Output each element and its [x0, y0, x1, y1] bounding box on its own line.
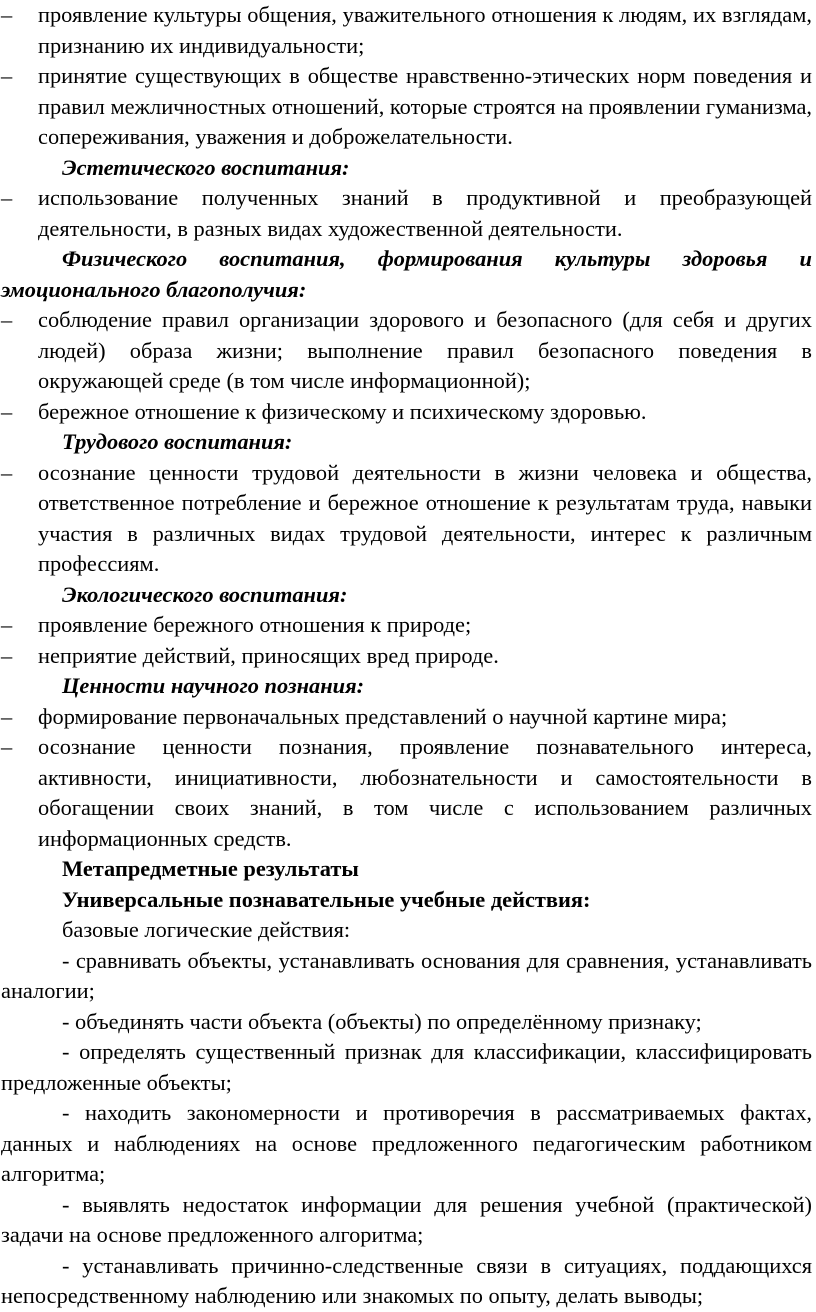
bullet-dash: – [1, 185, 13, 210]
list-item-text: соблюдение правил организации здорового и безопасного (для себя и других людей) образа жизни; выполнение правил безопасного поведения в окружающей среде (в том числе информационной); [38, 307, 812, 393]
paragraph: - выявлять недостаток информации для решения учебной (практической) задачи на основе предложенного алгоритма; [1, 1191, 812, 1247]
results-heading: Метапредметные результаты [62, 856, 359, 881]
list-item-text: бережное отношение к физическому и психическому здоровью. [38, 398, 647, 424]
bullet-dash: – [1, 459, 13, 485]
section-heading: Ценности научного познания: [62, 673, 365, 698]
list-item-text: использование полученных знаний в продуктивной и преобразующей деятельности, в разных видах художественной деятельности. [38, 185, 812, 241]
bullet-dash: – [1, 612, 13, 637]
paragraph: - объединять части объекта (объекты) по определённому признаку; [62, 1008, 702, 1034]
subsection-heading: Универсальные познавательные учебные действия: [62, 886, 591, 912]
list-item [1, 610, 812, 641]
section-heading: Трудового воспитания: [62, 429, 293, 454]
list-item-text: неприятие действий, приносящих вред природе. [38, 642, 499, 668]
bullet-dash: – [1, 398, 13, 424]
paragraph: - находить закономерности и противоречия в рассматриваемых фактах, данных и наблюдениях на основе предложенного педагогическим работником алгоритма; [1, 1100, 812, 1186]
list-item [1, 458, 812, 580]
list-item-text: формирование первоначальных представлений о научной картине мира; [38, 703, 728, 729]
list-item [1, 0, 812, 61]
list-item [1, 397, 812, 428]
list-item [1, 305, 812, 397]
list-item [1, 183, 812, 244]
list-item-text: осознание ценности трудовой деятельности в жизни человека и общества, ответственное потребление и бережное отношение к результатам труда, навыки участия в различных видах трудовой деятельности, интерес к различным профессиям. [38, 459, 812, 576]
paragraph: - устанавливать причинно-следственные связи в ситуациях, поддающихся непосредственному наблюдению или знакомых по опыту, делать выводы; [1, 1252, 812, 1308]
bullet-dash: – [1, 63, 13, 88]
paragraph: - определять существенный признак для классификации, классифицировать предложенные объекты; [1, 1039, 812, 1095]
bullet-dash: – [1, 642, 13, 668]
bullet-dash: – [1, 734, 13, 759]
list-item-text: принятие существующих в обществе нравственно-этических норм поведения и правил межличностных отношений, которые строятся на проявлении гуманизма, сопереживания, уважения и доброжелательности. [38, 63, 812, 149]
section-heading: Эстетического воспитания: [62, 154, 350, 180]
bullet-dash: – [1, 703, 13, 729]
list-item [1, 702, 812, 733]
section-heading: Экологического воспитания: [62, 581, 348, 607]
list-item-text: осознание ценности познания, проявление познавательного интереса, активности, инициативности, любознательности и самостоятельности в обогащении своих знаний, в том числе с использованием различных информационных средств. [38, 734, 812, 851]
paragraph: - сравнивать объекты, устанавливать основания для сравнения, устанавливать аналогии; [1, 947, 812, 1003]
list-item [1, 61, 812, 153]
list-item-text: проявление бережного отношения к природе; [38, 612, 472, 637]
list-item [1, 641, 812, 672]
paragraph: базовые логические действия: [62, 917, 351, 942]
list-item [1, 732, 812, 854]
section-heading: Физического воспитания, формирования культуры здоровья и эмоционального благополучия: [1, 246, 812, 302]
bullet-dash: – [1, 307, 13, 332]
list-item-text: проявление культуры общения, уважительного отношения к людям, их взглядам, признанию их индивидуальности; [38, 2, 812, 58]
bullet-dash: – [1, 2, 13, 27]
